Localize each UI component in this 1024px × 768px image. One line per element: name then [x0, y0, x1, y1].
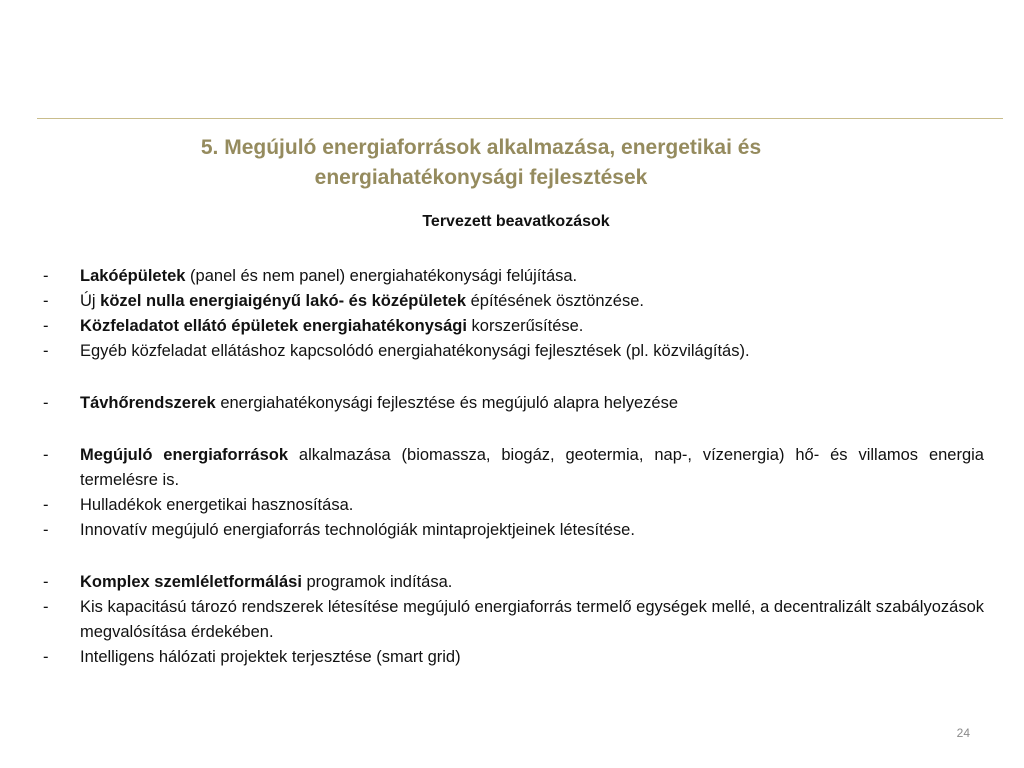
bullet-marker: -: [43, 267, 49, 285]
slide-title: [100, 133, 862, 193]
bullet-text-post: korszerűsítése.: [466, 317, 584, 335]
bullet-marker: -: [43, 317, 49, 335]
bullet-item: [42, 493, 984, 518]
bullet-marker: -: [43, 292, 49, 310]
bullet-marker: -: [43, 394, 49, 412]
slide-title-line-2: energiahatékonysági fejlesztések: [314, 166, 648, 189]
bullet-marker: -: [43, 598, 49, 616]
bullet-text-pre: Intelligens hálózati projektek terjesztése (smart grid): [80, 648, 461, 666]
bullet-item: [42, 570, 984, 595]
bullet-text-bold: közel nulla energiaigényű lakó- és középületek: [100, 292, 467, 310]
bullet-item: [42, 264, 984, 289]
bullet-text-post: programok indítása.: [301, 573, 453, 591]
bullet-marker: -: [43, 446, 49, 464]
bullet-text-bold: Megújuló energiaforrások: [80, 446, 289, 464]
bullet-marker: -: [43, 648, 49, 666]
bullet-text-pre: Kis kapacitású tározó rendszerek létesítése megújuló energiaforrás termelő egységek mellé, a decentralizált szabályozások megvalósítása érdekében.: [80, 598, 984, 641]
bullet-text-post: építésének ösztönzése.: [466, 292, 644, 310]
slide-title-line-1: 5. Megújuló energiaforrások alkalmazása, energetikai és: [200, 136, 762, 159]
bullet-text-pre: Új: [80, 292, 101, 310]
bullet-marker: -: [43, 342, 49, 360]
bullet-item: [42, 595, 984, 645]
bullet-text-bold: Távhőrendszerek: [80, 394, 216, 412]
bullet-marker: -: [43, 521, 49, 539]
bullet-item: [42, 443, 984, 493]
slide-subtitle: Tervezett beavatkozások: [422, 213, 610, 230]
bullet-marker: -: [43, 496, 49, 514]
bullet-text-bold: Közfeladatot ellátó épületek energiahatékonysági: [80, 317, 467, 335]
bullet-item: [42, 645, 984, 670]
bullet-item: [42, 391, 984, 416]
bullet-text-post: (panel és nem panel) energiahatékonysági felújítása.: [185, 267, 578, 285]
bullet-text-pre: Innovatív megújuló energiaforrás technológiák mintaprojektjeinek létesítése.: [80, 521, 635, 539]
bullet-text-post: alkalmazása (biomassza, biogáz, geotermia, nap-, vízenergia) hő- és villamos energia termelésre is.: [80, 446, 984, 489]
page-number: 24: [956, 726, 970, 740]
bullet-text-post: energiahatékonysági fejlesztése és megújuló alapra helyezése: [215, 394, 679, 412]
bullet-item: [42, 518, 984, 543]
bullet-item: [42, 289, 984, 314]
bullet-text-pre: Hulladékok energetikai hasznosítása.: [80, 496, 354, 514]
bullet-marker: -: [43, 573, 49, 591]
title-divider-line: [37, 118, 1003, 119]
bullet-text-bold: Lakóépületek: [80, 267, 186, 285]
bullet-list: [42, 264, 984, 670]
bullet-item: [42, 339, 984, 364]
bullet-text-bold: Komplex szemléletformálási: [80, 573, 302, 591]
bullet-item: [42, 314, 984, 339]
bullet-text-pre: Egyéb közfeladat ellátáshoz kapcsolódó energiahatékonysági fejlesztések (pl. közvilágítás).: [80, 342, 750, 360]
